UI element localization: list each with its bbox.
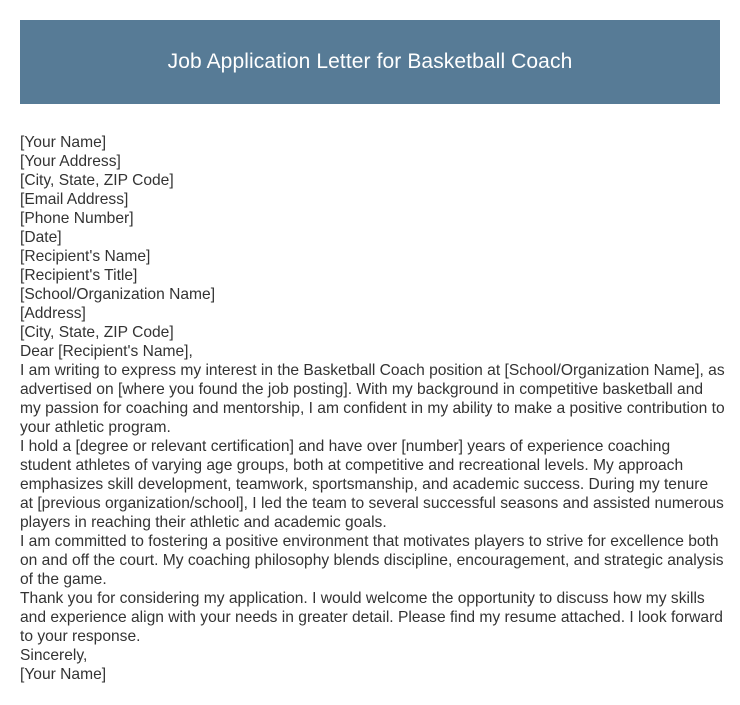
sender-city-state-zip: [City, State, ZIP Code] bbox=[20, 172, 174, 189]
letter-date: [Date] bbox=[20, 229, 62, 246]
sender-address: [Your Address] bbox=[20, 153, 121, 170]
recipient-title: [Recipient's Title] bbox=[20, 267, 138, 284]
paragraph-experience: I hold a [degree or relevant certification] and have over [number] years of experience coaching student athletes of varying age groups, both at competitive and recreational levels. My approach emphasizes skill development, teamwork, sportsmanship, and academic success. During my tenure at [previous organization/school], I led the team to several successful seasons and assisted numerous players in reaching their athletic and academic goals. bbox=[20, 438, 724, 531]
recipient-address: [Address] bbox=[20, 305, 86, 322]
sender-name: [Your Name] bbox=[20, 134, 107, 151]
paragraph-closing-thanks: Thank you for considering my application. I would welcome the opportunity to discuss how my skills and experience align with your needs in greater detail. Please find my resume attached. I look forward to your response. bbox=[20, 590, 723, 645]
sender-phone: [Phone Number] bbox=[20, 210, 134, 227]
closing: Sincerely, bbox=[20, 647, 88, 664]
recipient-city-state-zip: [City, State, ZIP Code] bbox=[20, 324, 174, 341]
paragraph-philosophy: I am committed to fostering a positive environment that motivates players to strive for excellence both on and off the court. My coaching philosophy blends discipline, encouragement, and strategic analysis of the game. bbox=[20, 533, 724, 588]
recipient-name: [Recipient's Name] bbox=[20, 248, 151, 265]
recipient-organization: [School/Organization Name] bbox=[20, 286, 216, 303]
sender-email: [Email Address] bbox=[20, 191, 129, 208]
letter-body bbox=[20, 133, 725, 684]
salutation: Dear [Recipient's Name], bbox=[20, 343, 193, 360]
letter-header-banner bbox=[20, 20, 720, 104]
paragraph-interest: I am writing to express my interest in the Basketball Coach position at [School/Organization Name], as advertised on [where you found the job posting]. With my background in competitive basketball and my passion for coaching and mentorship, I am confident in my ability to make a positive contribution to your athletic program. bbox=[20, 362, 725, 436]
page-title: Job Application Letter for Basketball Coach bbox=[167, 50, 573, 73]
signature: [Your Name] bbox=[20, 666, 107, 683]
